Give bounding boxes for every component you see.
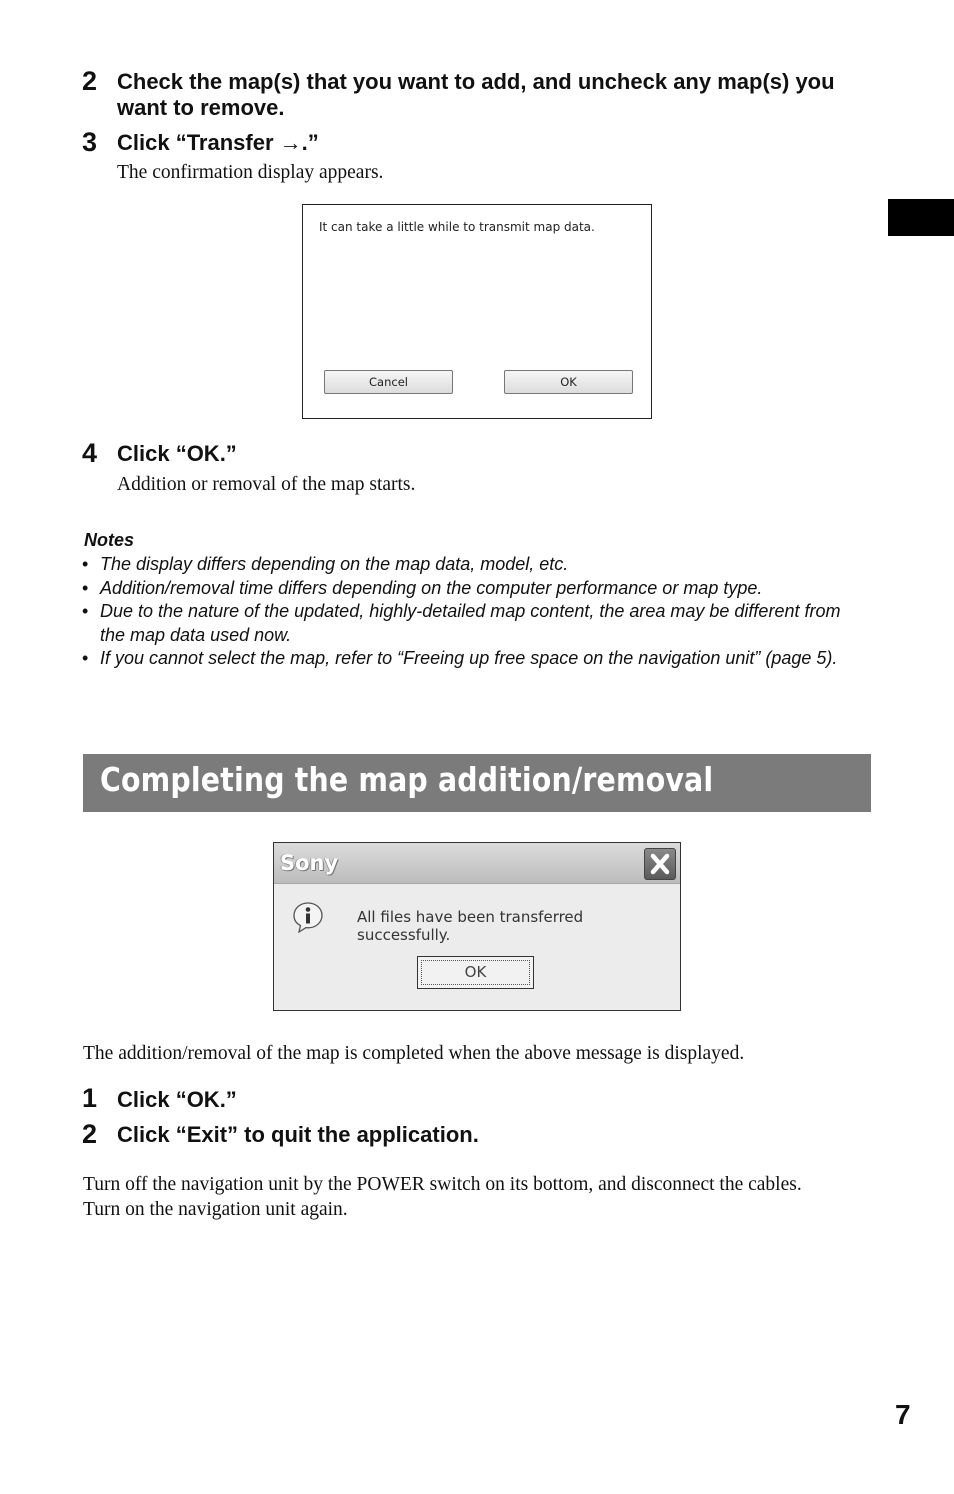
step-title: Click “Exit” to quit the application. bbox=[117, 1122, 479, 1147]
note-item bbox=[82, 553, 862, 577]
closing-text: Turn off the navigation unit by the POWER switch on its bottom, and disconnect the cables. Turn on the navigation unit again. bbox=[83, 1174, 802, 1220]
step-number: 2 bbox=[82, 1119, 98, 1149]
step-title: Click “OK.” bbox=[117, 441, 237, 466]
step-detail: The confirmation display appears. bbox=[117, 162, 384, 183]
ok-button[interactable] bbox=[417, 956, 534, 989]
info-icon bbox=[292, 901, 324, 933]
step-number: 2 bbox=[82, 66, 98, 96]
notes-list bbox=[82, 553, 862, 671]
dialog-titlebar bbox=[274, 843, 680, 884]
dialog-message: It can take a little while to transmit map data. bbox=[319, 220, 595, 234]
note-text: Addition/removal time differs depending on the computer performance or map type. bbox=[100, 577, 763, 598]
ok-button[interactable]: OK bbox=[504, 370, 633, 394]
bullet: • bbox=[82, 554, 89, 574]
note-item bbox=[82, 600, 862, 647]
note-text: Due to the nature of the updated, highly-detailed map content, the area may be different from the map data used now. bbox=[100, 601, 841, 645]
step-number: 1 bbox=[82, 1083, 98, 1113]
step-title: Check the map(s) that you want to add, and uncheck any map(s) you want to remove. bbox=[117, 69, 835, 120]
chapter-tab-marker bbox=[888, 199, 954, 236]
bullet: • bbox=[82, 577, 89, 598]
note-item bbox=[82, 577, 862, 601]
step-detail: Addition or removal of the map starts. bbox=[117, 474, 416, 495]
page-number: 7 bbox=[895, 1399, 911, 1430]
bullet: • bbox=[82, 601, 89, 621]
close-icon[interactable] bbox=[644, 848, 676, 880]
step-number: 4 bbox=[82, 438, 98, 468]
bullet: • bbox=[82, 648, 89, 668]
note-text: The display differs depending on the map data, model, etc. bbox=[100, 554, 569, 574]
cancel-button[interactable]: Cancel bbox=[324, 370, 453, 394]
success-dialog bbox=[273, 842, 681, 1011]
dialog-message: All files have been transferred successfully. bbox=[357, 908, 584, 944]
confirmation-dialog bbox=[302, 204, 652, 419]
completion-text: The addition/removal of the map is completed when the above message is displayed. bbox=[83, 1043, 745, 1064]
step-title: Click “OK.” bbox=[117, 1087, 237, 1112]
section-header-bar bbox=[83, 754, 871, 812]
step-number: 3 bbox=[82, 127, 98, 157]
note-item bbox=[82, 647, 862, 671]
note-text: If you cannot select the map, refer to “Freeing up free space on the navigation unit” (page 5). bbox=[100, 648, 838, 668]
section-title: Completing the map addition/removal bbox=[100, 760, 714, 799]
ok-button-label: OK bbox=[421, 960, 530, 985]
step-title: Click “Transfer →.” bbox=[117, 130, 319, 155]
dialog-title: Sony bbox=[280, 851, 339, 875]
notes-heading: Notes bbox=[84, 530, 135, 550]
